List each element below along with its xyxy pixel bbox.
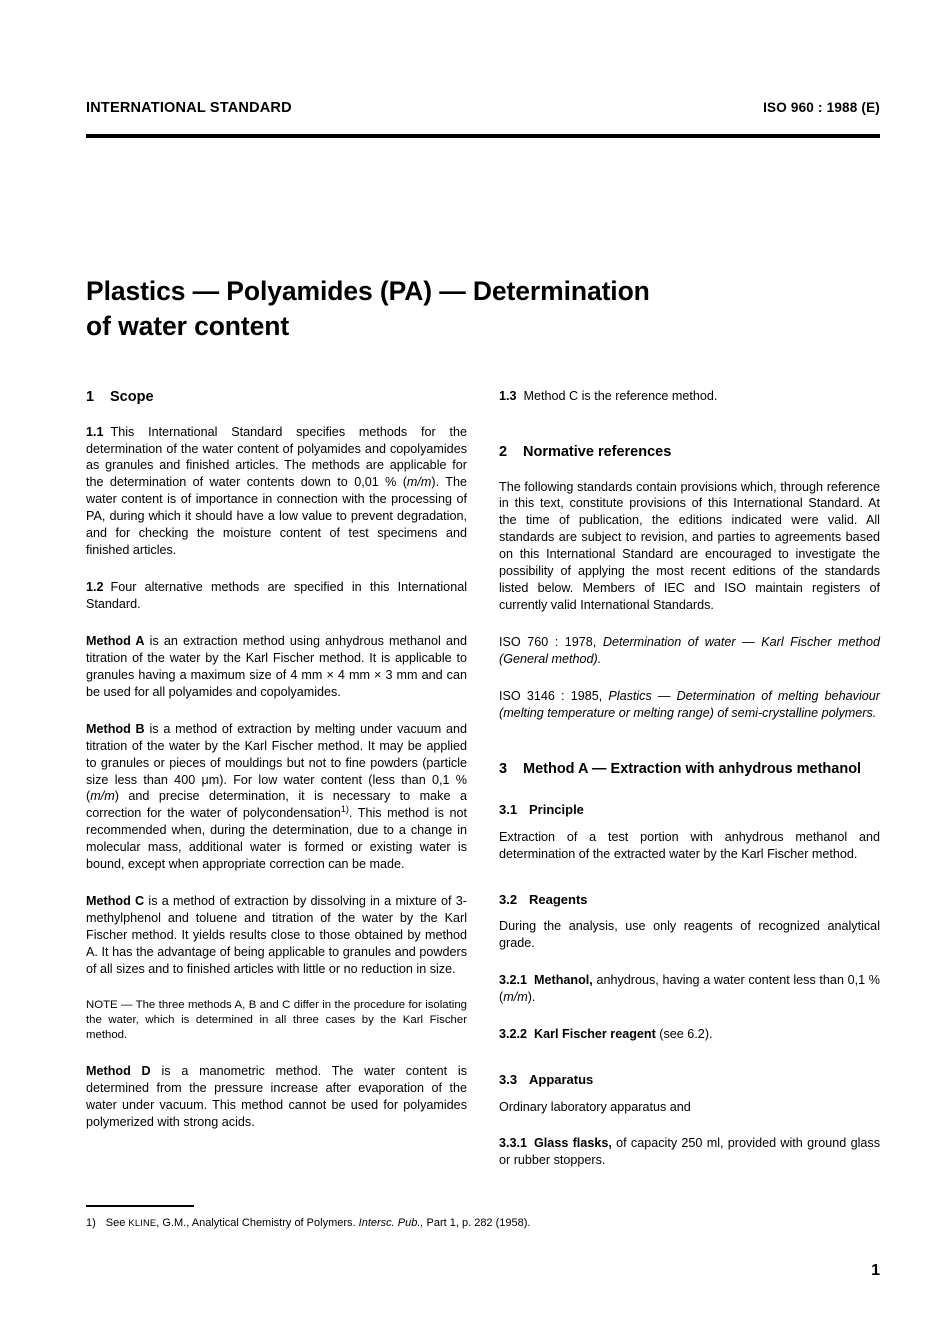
clause-number-3-2-2: 3.2.2 [499,1027,528,1042]
clause-number-1-2: 1.2 [86,580,104,595]
page-title-line2: of water content [86,310,290,341]
method-b-text-b: ) and precise determination, it is necessary to make a correction for the water of polycondensation [86,789,467,821]
section-number-1: 1 [86,389,95,405]
mass-fraction-symbol-b: m/m [90,789,115,804]
page-title-line1: Plastics — Polyamides (PA) — Determination [86,275,650,306]
clause-text-1-3: Method C is the reference method. [523,389,718,403]
footnote-1 [86,1216,786,1231]
method-c-label: Method C [86,894,145,909]
section-number-2: 2 [499,443,508,460]
method-b-label: Method B [86,721,145,736]
reference-iso-3146 [499,688,880,722]
paragraph-1-2 [86,579,467,613]
clause-lead-3-2-2: Karl Fischer reagent [534,1027,656,1042]
section-number-3: 3 [499,760,508,777]
subsection-title-3-3: Apparatus [529,1071,594,1087]
clause-text-3-2-2: (see 6.2). [655,1027,713,1042]
reference-iso-760 [499,634,880,668]
method-a-text: is an extraction method using anhydrous methanol and titration of the water by the Karl Fischer method. It is applicable to granules having a maximum size of 4 mm × 4 mm × 3 mm and can be used for all polyamides and copolyamides. [86,633,467,699]
method-c-text: is a method of extraction by dissolving in a mixture of 3-methylphenol and toluene and titration of the water by the Karl Fischer method. It yields results close to those obtained by method A. It has the advantage of being applicable to granules and powders of all sizes and to finished articles with little or no reduction in size. [86,894,467,976]
left-column [86,388,467,1169]
section-heading-method-a [499,760,880,780]
reference-iso-3146-title: Plastics — Determination of melting behaviour (melting temperature or melting range) of semi-crystalline polymers. [499,688,880,720]
paragraph-method-d [86,1063,467,1131]
paragraph-3-1-body: Extraction of a test portion with anhydrous methanol and determination of the extracted water by the Karl Fischer method. [499,829,880,861]
body-columns [86,388,880,1169]
paragraph-1-3 [499,388,880,405]
footnote-reference-marker: 1) [340,804,349,815]
reference-iso-760-number: ISO 760 : 1978, [499,635,603,649]
footnote-text-a: See [105,1217,129,1229]
clause-number-1-3: 1.3 [499,389,517,403]
clause-lead-3-3-1: Glass flasks, [534,1136,612,1151]
footnote-text-c: Part 1, p. 282 (1958). [423,1217,531,1229]
subsection-heading-3-1-principle [499,801,880,819]
paragraph-1-1 [86,424,467,560]
page-header [86,100,880,116]
section-title-1: Scope [110,389,154,405]
clause-lead-3-2-1: Methanol, [534,973,593,988]
paragraph-method-c [86,893,467,978]
paragraph-3-2-body: During the analysis, use only reagents of recognized analytical grade. [499,919,880,951]
subsection-title-3-2: Reagents [529,891,588,907]
clause-text-1-2: Four alternative methods are specified in this International Standard. [86,580,467,611]
clause-number-3-3-1: 3.3.1 [499,1136,528,1151]
clause-number-3-2-1: 3.2.1 [499,973,528,988]
right-column [499,388,880,1169]
page-number: 1 [871,1262,880,1279]
page-title [86,274,786,344]
footnote-publisher: Intersc. Pub., [358,1217,424,1229]
section-title-3: Method A — Extraction with anhydrous methanol [523,760,862,777]
method-a-label: Method A [86,633,145,648]
subsection-number-3-1: 3.1 [499,802,518,818]
section-title-2: Normative references [523,443,672,460]
clause-text-3-2-1-b: ). [527,990,536,1005]
footnote-marker: 1) [86,1217,96,1229]
subsection-number-3-2: 3.2 [499,891,518,907]
clause-number-1-1: 1.1 [86,424,104,439]
method-b-text-a: is a method of extraction by melting under vacuum and titration of the water by the Karl Fischer method. It may be applied to granules or pieces of mouldings but not to fine powders (particle size less than 400 μm). For low water content (less than 0,1 % ( [86,721,467,804]
paragraph-normative-intro: The following standards contain provisions which, through reference in this text, constitute provisions of this International Standard. At the time of publication, the editions indicated were valid. All standards are subject to revision, and parties to agreements based on this International Standard are encouraged to investigate the possibility of applying the most recent editions of the standards listed below. Members of IEC and ISO maintain registers of currently valid International Standards. [499,479,880,613]
subsection-heading-3-3-apparatus [499,1071,880,1089]
note-methods-abc: NOTE — The three methods A, B and C differ in the procedure for isolating the water, which is determined in all three cases by the Karl Fischer method. [86,998,467,1042]
subsection-number-3-3: 3.3 [499,1071,518,1087]
clause-text-3-3-1: of capacity 250 ml, provided with ground glass or rubber stoppers. [499,1136,881,1168]
paragraph-3-3-body: Ordinary laboratory apparatus and [499,1099,691,1114]
reference-iso-3146-number: ISO 3146 : 1985, [499,688,609,703]
section-heading-scope [86,388,467,408]
footnote-text-b: , G.M., Analytical Chemistry of Polymers. [156,1217,359,1229]
header-standard-number: ISO 960 : 1988 (E) [763,100,880,115]
method-b-text-c: . This method is not recommended when, during the determination, due to a change in molecular mass, additional water is formed or existing water is bound, except when appropriate correction can be made. [86,806,467,872]
paragraph-method-b [86,721,467,873]
header-divider-rule [86,134,880,138]
mass-fraction-symbol-c: m/m [503,990,528,1005]
clause-text-1-1-a: This International Standard specifies methods for the determination of the water content of polyamides and copolyamides as granules and finished articles. The methods are applicable for the determination of water contents down to 0,01 % ( [86,424,467,490]
paragraph-3-2-2-karl-fischer-reagent [499,1026,880,1043]
footnote-author-name: KLINE [128,1218,157,1228]
paragraph-3-2-1-methanol [499,972,880,1006]
footnote-separator-rule [86,1205,194,1207]
method-d-label: Method D [86,1064,151,1079]
subsection-heading-3-2-reagents [499,891,880,909]
clause-text-1-1-b: ). The water content is of importance in connection with the processing of PA, during which it should have a low value to prevent degradation, and for checking the moisture content of test specimens and finished articles. [86,475,467,558]
method-d-text: is a manometric method. The water content is determined from the pressure increase after evaporation of the water under vacuum. This method cannot be used for polyamides polymerized with strong acids. [86,1064,467,1130]
reference-iso-760-title: Determination of water — Karl Fischer method (General method). [499,635,880,666]
section-heading-normative-references [499,443,880,463]
paragraph-3-3-1-glass-flasks [499,1135,880,1169]
mass-fraction-symbol: m/m [406,475,432,490]
paragraph-method-a [86,633,467,701]
subsection-title-3-1: Principle [529,802,584,818]
clause-text-3-2-1-a: anhydrous, having a water content less than 0,1 % ( [499,973,880,1005]
header-standard-label: INTERNATIONAL STANDARD [86,100,292,116]
